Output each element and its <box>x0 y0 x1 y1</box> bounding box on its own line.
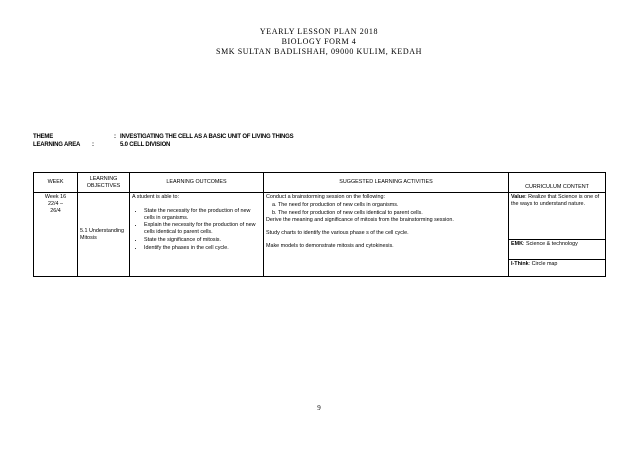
list-item: • State the significance of mitosis. <box>144 237 261 244</box>
week-cell <box>34 193 78 277</box>
table-header-row <box>34 173 606 193</box>
objective-cell <box>78 193 130 277</box>
week-number: Week 16 <box>44 194 67 200</box>
header-line-2: BIOLOGY FORM 4 <box>281 37 357 46</box>
theme-row <box>33 133 293 141</box>
outcomes-cell <box>130 193 264 277</box>
activities-derive: Derive the meaning and significance of mitosis from the brainstorming session. <box>266 217 454 224</box>
theme-value: INVESTIGATING THE CELL AS A BASIC UNIT OF LIVING THINGS <box>120 134 294 140</box>
activities-sub-list <box>266 202 506 217</box>
week-end: 26/4 <box>50 207 61 214</box>
activities-intro: Conduct a brainstorming session on the following: <box>266 194 385 200</box>
cc-value-text: : Realize that Science is one of the ways to understand nature. <box>511 194 600 207</box>
header-learning-objectives: LEARNING OBJECTIVES <box>78 173 130 193</box>
learning-area-colon: : <box>92 142 94 148</box>
cc-emk-cell <box>509 240 606 260</box>
cc-value-label: Value <box>511 194 526 200</box>
cc-ithink-cell <box>509 260 606 277</box>
header-suggested-activities: SUGGESTED LEARNING ACTIVITIES <box>264 173 509 193</box>
header-line-1: YEARLY LESSON PLAN 2018 <box>259 27 379 36</box>
list-item: • State the necessity for the production of new cells in organisms. <box>144 208 261 222</box>
week-start: 22/4 – <box>48 200 63 207</box>
list-item: • Identify the phases in the cell cycle. <box>144 245 261 252</box>
activities-cell <box>264 193 509 277</box>
header-line-3: SMK SULTAN BADLISHAH, 09000 KULIM, KEDAH <box>216 47 422 56</box>
list-item: a. The need for production of new cells in organisms. <box>278 202 506 209</box>
header-week: WEEK <box>34 173 78 193</box>
learning-area-label: LEARNING AREA <box>33 142 81 148</box>
learning-area-value: 5.0 CELL DIVISION <box>120 142 171 148</box>
cc-value-cell <box>509 193 606 240</box>
cc-ithink-text: : Circle map <box>528 261 558 267</box>
header-learning-outcomes: LEARNING OUTCOMES <box>130 173 264 193</box>
learning-area-row <box>33 141 170 149</box>
activities-study: Study charts to identify the various phase s of the cell cycle. <box>266 230 409 237</box>
header-curriculum-content: CURRICULUM CONTENT <box>509 173 606 193</box>
theme-colon: : <box>114 134 116 140</box>
lesson-plan-table <box>33 172 606 277</box>
outcomes-list <box>132 208 261 252</box>
list-item: b. The need for production of new cells identical to parent cells. <box>278 210 506 217</box>
theme-label: THEME <box>33 134 54 140</box>
cc-ithink-label: I-Think <box>511 261 529 267</box>
objective-text: 5.1 Understanding Mitosis <box>80 227 125 241</box>
cc-emk-label: EMK <box>511 241 523 247</box>
outcomes-intro: A student is able to: <box>132 194 180 200</box>
cc-emk-text: : Science & technology <box>522 241 578 247</box>
activities-models: Make models to demonstrate mitosis and cytokinesis. <box>266 242 394 249</box>
list-item: • Explain the necessity for the production of new cells identical to parent cells. <box>144 222 261 236</box>
page-number: 9 <box>317 404 321 412</box>
table-row <box>34 193 606 240</box>
